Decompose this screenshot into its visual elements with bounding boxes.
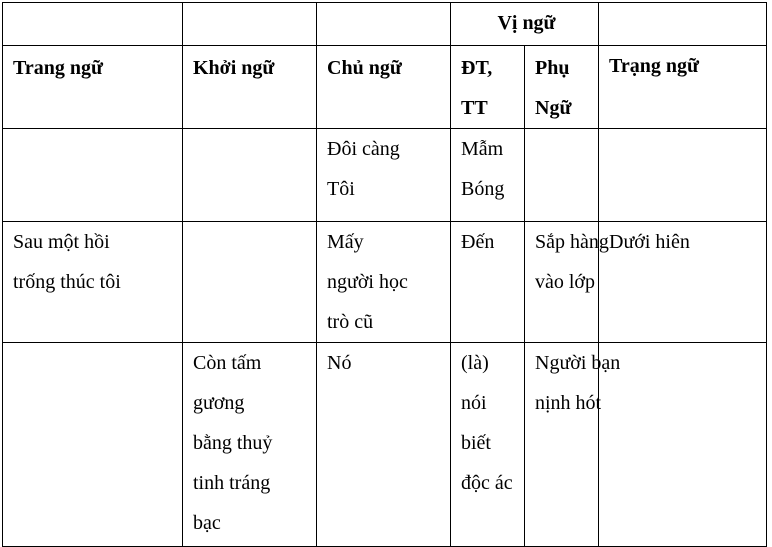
- super-header-empty-2: [183, 3, 317, 46]
- cell-line: Sau một hồi: [13, 231, 110, 253]
- cell-phu-ngu: [525, 222, 609, 343]
- grammar-analysis-table: [2, 2, 767, 547]
- cell-line: nói: [461, 392, 487, 414]
- cell-line: Bóng: [461, 178, 505, 200]
- cell-dt-tt: [451, 222, 525, 343]
- header-chu-ngu: Chủ ngữ: [317, 46, 451, 129]
- header-trang-ngu: Trang ngữ: [3, 46, 183, 129]
- cell-trang-ngu-2: [599, 343, 767, 547]
- super-header-row: [3, 3, 767, 46]
- cell-khoi-ngu: [183, 343, 317, 547]
- cell-line: bạc: [193, 512, 221, 534]
- cell-line: gương: [193, 392, 245, 414]
- cell-line: Đến: [461, 231, 495, 253]
- cell-khoi-ngu: [183, 222, 317, 343]
- cell-trang-ngu-2: [599, 222, 767, 343]
- cell-line: Tôi: [327, 178, 355, 200]
- cell-trang-ngu-2: [599, 129, 767, 222]
- cell-line: Đôi càng: [327, 138, 400, 160]
- cell-trang-ngu: [3, 343, 183, 547]
- super-header-empty-1: [3, 3, 183, 46]
- cell-line: trò cũ: [327, 311, 374, 333]
- cell-line: trống thúc tôi: [13, 271, 121, 293]
- header-trang-ngu-2: Trạng ngữ: [599, 46, 767, 129]
- cell-line: biết: [461, 432, 491, 454]
- cell-line: vào lớp: [535, 271, 596, 293]
- predicate-group-header: Vị ngữ: [451, 3, 599, 46]
- cell-line: Người bạn: [535, 352, 621, 374]
- cell-trang-ngu: [3, 222, 183, 343]
- super-header-empty-6: [599, 3, 767, 46]
- super-header-empty-3: [317, 3, 451, 46]
- cell-dt-tt: [451, 343, 525, 547]
- cell-line: Nó: [327, 352, 352, 374]
- cell-chu-ngu: [317, 222, 451, 343]
- column-header-row: [3, 46, 767, 129]
- cell-chu-ngu: [317, 129, 451, 222]
- cell-line: Mấy: [327, 231, 364, 253]
- header-khoi-ngu: Khởi ngữ: [183, 46, 317, 129]
- header-phu-ngu: Phụ Ngữ: [525, 46, 599, 129]
- header-dt-tt-line: TT: [461, 97, 488, 119]
- cell-dt-tt: [451, 129, 525, 222]
- cell-line: Mẫm: [461, 138, 504, 160]
- cell-line: Còn tấm: [193, 352, 262, 374]
- cell-line: độc ác: [461, 472, 513, 494]
- table-row: [3, 129, 767, 222]
- header-dt-tt-line: ĐT,: [461, 57, 493, 79]
- cell-line: Dưới hiên: [609, 231, 690, 253]
- cell-phu-ngu: [525, 129, 599, 222]
- cell-line: Sắp hàng: [535, 231, 609, 253]
- cell-line: tinh tráng: [193, 472, 271, 494]
- cell-line: bằng thuỷ: [193, 432, 273, 454]
- cell-trang-ngu: [3, 129, 183, 222]
- table-row: [3, 222, 767, 343]
- cell-line: người học: [327, 271, 408, 293]
- header-dt-tt: [451, 46, 525, 129]
- cell-chu-ngu: [317, 343, 451, 547]
- cell-khoi-ngu: [183, 129, 317, 222]
- cell-line: nịnh hót: [535, 392, 602, 414]
- cell-phu-ngu: [525, 343, 621, 547]
- table-row: [3, 343, 767, 547]
- cell-line: (là): [461, 352, 489, 374]
